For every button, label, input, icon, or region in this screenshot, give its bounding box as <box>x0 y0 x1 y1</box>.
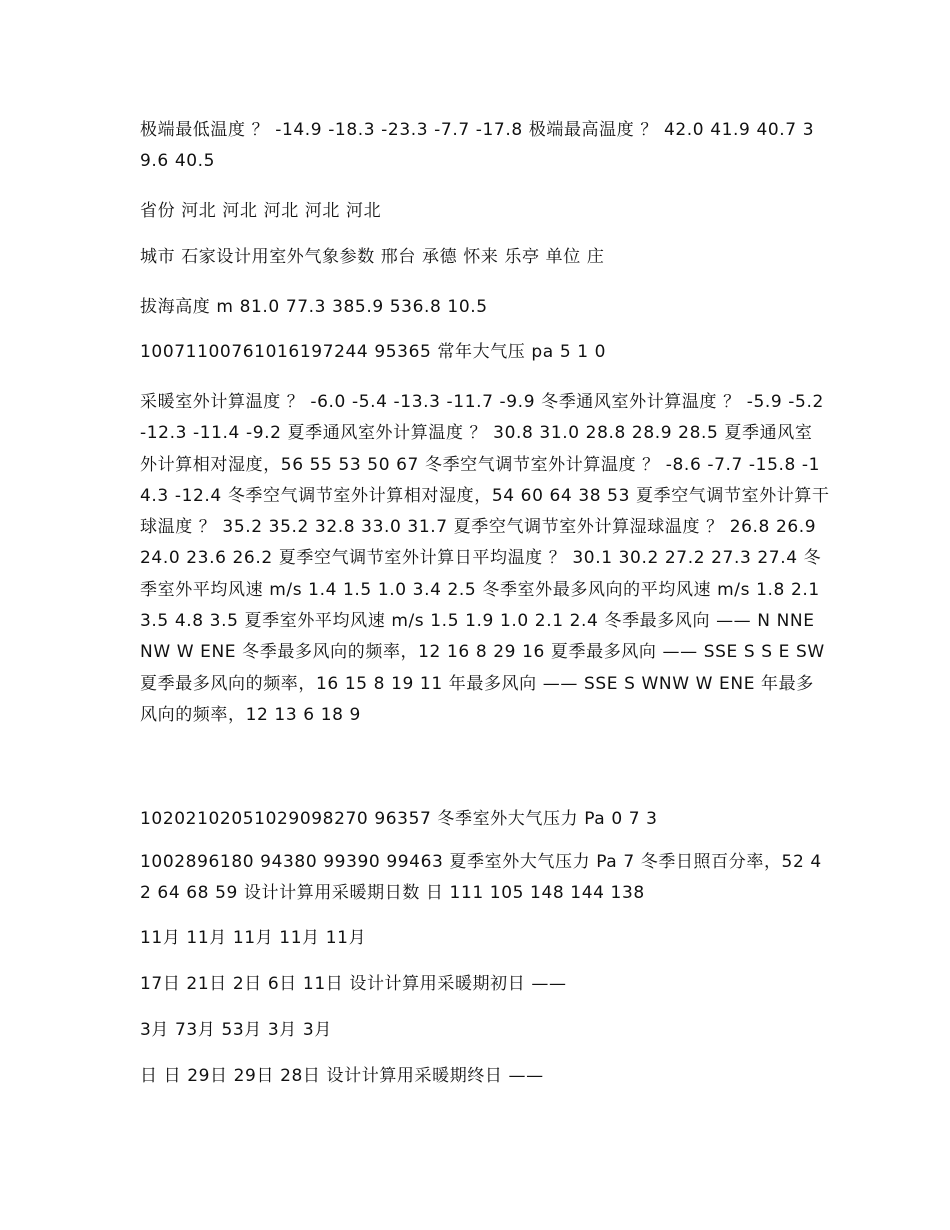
paragraph-heating-start-month: 11月 11月 11月 11月 11月 <box>140 928 367 948</box>
paragraph-heating-end-month: 3月 73月 53月 3月 3月 <box>140 1020 332 1040</box>
paragraph-winter-pressure: 1020210205102909​8270 96357 冬季室外大气压力 Pa 0 7 3 <box>140 809 658 829</box>
paragraph-province: 省份 河北 河北 河北 河北 河北 <box>140 201 382 221</box>
paragraph-design-parameters: 采暖室外计算温度 ？ -6.0 -5.4 -13.3 -11.7 -9.9 冬季通风室外计算温度 ？ -5.9 -5.2 -12.3 -11.4 -9.2 夏季通风室外计算温度 ？ 30.8 31.0 28.8 28.9 28.5 夏季通风室外计算相对湿度，56 55 53 50 67 冬季空气调节室外计算温度 ？ -8.6 -7.7 -15.8 -14.3 -12.4 冬季空气调节室外计算相对湿度，54 60 64 38 53 夏季空气调节室外计算干球温度 ？ 35.2 35.2 32.8 33.0 31.7 夏季空气调节室外计算湿球温度 ？ 26.8 26.9 24.0 23.6 26.2 夏季空气调节室外计算日平均温度 ？ 30.1 30.2 27.2 27.3 27.4 冬季室外平均风速 m/s 1.4 1.5 1.0 3.4 2.5 冬季室外最多风向的平均风速 m/s 1.8 2.1 3.5 4.8 3.5 夏季室外平均风速 m/s 1.5 1.9 1.0 2.1 2.4 冬季最多风向 —— N NNE NW W ENE 冬季最多风向的频率，12 16 8 29 16 夏季最多风向 —— SSE S S E SW 夏季最多风向的频率，16 15 8 19 11 年最多风向 —— SSE S WNW W ENE 年最多风向的频率，12 13 6 18 9 <box>140 392 830 725</box>
paragraph-city: 城市 石家设计用室外气象参数 邢台 承德 怀来 乐亭 单位 庄 <box>140 247 605 267</box>
paragraph-annual-pressure: 1007110076101619​7244 95365 常年大气压 pa 5 1 0 <box>140 342 607 362</box>
paragraph-extreme-temperatures: 极端最低温度 ？ -14.9 -18.3 -23.3 -7.7 -17.8 极端最高温度 ？ 42.0 41.9 40.7 39.6 40.5 <box>140 120 815 172</box>
paragraph-heating-end-day: 日 日 29日 29日 28日 设计计算用采暖期终日 —— <box>140 1066 544 1086</box>
paragraph-altitude: 拔海高度 m 81.0 77.3 385.9 536.8 10.5 <box>140 297 488 317</box>
paragraph-heating-start-day: 17日 21日 2日 6日 11日 设计计算用采暖期初日 —— <box>140 974 567 994</box>
paragraph-summer-pressure-heating-days: 1002896180 94380 99390 99463 夏季室外大气压力 Pa 7 冬季日照百分率，52 42 64 68 59 设计计算用采暖期日数 日 111 105 148 144 138 <box>140 852 822 904</box>
